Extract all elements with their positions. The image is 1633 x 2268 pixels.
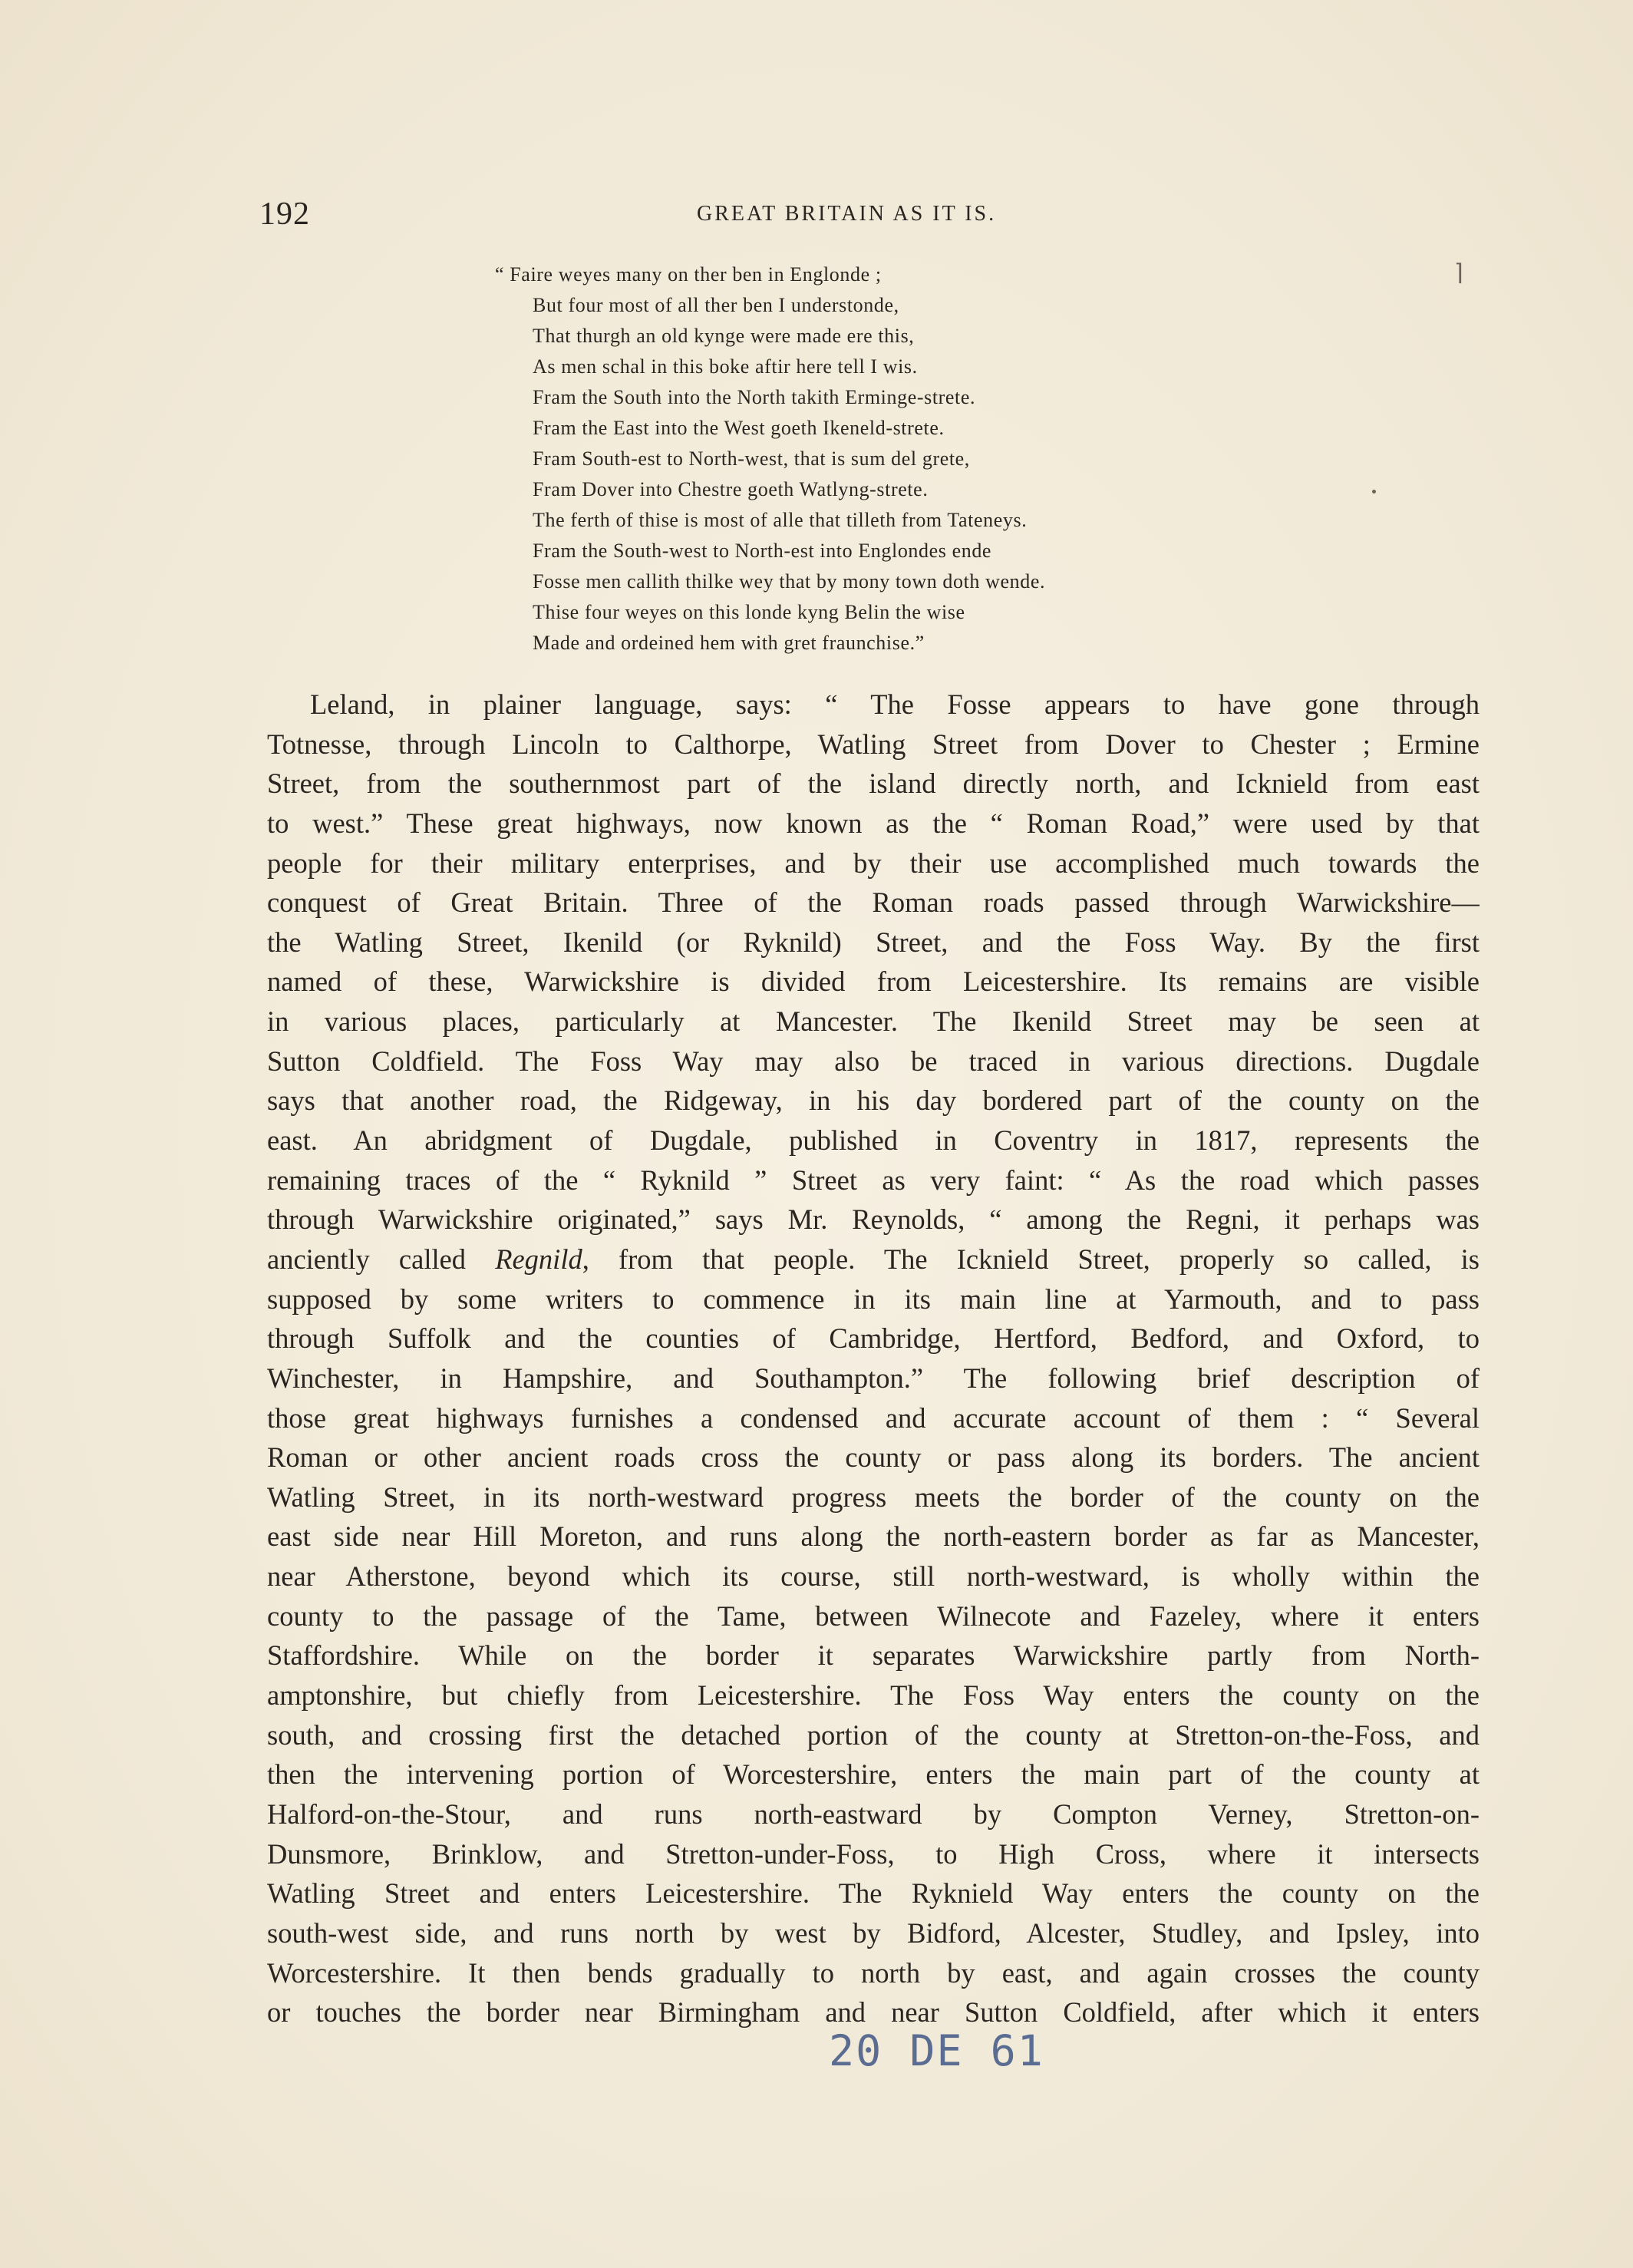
verse-line: Thise four weyes on this londe kyng Belin the wise xyxy=(533,601,965,623)
body-line: Halford-on-the-Stour, and runs north-eastward by Compton Verney, Stretton-on- xyxy=(267,1798,1480,1830)
body-line: says that another road, the Ridgeway, in his day bordered part of the county on the xyxy=(267,1084,1480,1117)
verse-line: As men schal in this boke aftir here tell I wis. xyxy=(533,355,918,378)
library-date-stamp: 20 DE 61 xyxy=(829,2026,1044,2075)
verse-line: Fram the East into the West goeth Ikeneld-strete. xyxy=(533,417,945,439)
body-line: conquest of Great Britain. Three of the Roman roads passed through Warwickshire— xyxy=(267,886,1480,919)
body-line: the Watling Street, Ikenild (or Ryknild) Street, and the Foss Way. By the first xyxy=(267,926,1480,958)
verse-line: Fram Dover into Chestre goeth Watlyng-strete. xyxy=(533,478,929,500)
body-line: to west.” These great highways, now known as the “ Roman Road,” were used by that xyxy=(267,807,1480,839)
body-line: those great highways furnishes a condensed and accurate account of them : “ Several xyxy=(267,1401,1480,1434)
body-line: east side near Hill Moreton, and runs along the north-eastern border as far as Mancester, xyxy=(267,1520,1480,1553)
body-line: Dunsmore, Brinklow, and Stretton-under-Foss, to High Cross, where it intersects xyxy=(267,1837,1480,1870)
body-line: Totnesse, through Lincoln to Calthorpe, Watling Street from Dover to Chester ; Ermine xyxy=(267,728,1480,760)
body-line: county to the passage of the Tame, between Wilnecote and Fazeley, where it enters xyxy=(267,1599,1480,1632)
body-line: Street, from the southernmost part of the island directly north, and Icknield from east xyxy=(267,768,1480,800)
verse-line: “ Faire weyes many on ther ben in Englonde ; xyxy=(495,263,882,286)
body-line: through Suffolk and the counties of Cambridge, Hertford, Bedford, and Oxford, to xyxy=(267,1322,1480,1355)
verse-line: Fram the South into the North takith Erminge-strete. xyxy=(533,386,976,408)
body-line: Leland, in plainer language, says: “ The Fosse appears to have gone through xyxy=(310,688,1480,720)
verse-line: The ferth of thise is most of alle that tilleth from Tateneys. xyxy=(533,509,1028,531)
body-line: near Atherstone, beyond which its course, still north-westward, is wholly within the xyxy=(267,1560,1480,1593)
body-line: through Warwickshire originated,” says Mr. Reynolds, “ among the Regni, it perhaps was xyxy=(267,1203,1480,1236)
verse-line: But four most of all ther ben I understonde, xyxy=(533,294,899,316)
verse-line: Fosse men callith thilke wey that by mony town doth wende. xyxy=(533,570,1046,593)
verse-line: Made and ordeined hem with gret fraunchise.” xyxy=(533,632,925,654)
page-number: 192 xyxy=(259,196,310,232)
body-line: remaining traces of the “ Ryknild ” Street as very faint: “ As the road which passes xyxy=(267,1164,1480,1196)
body-line: Worcestershire. It then bends gradually to north by east, and again crosses the county xyxy=(267,1956,1480,1989)
body-line: then the intervening portion of Worcestershire, enters the main part of the county at xyxy=(267,1758,1480,1791)
page-header xyxy=(259,196,1487,242)
verse-line: Fram South-est to North-west, that is sum del grete, xyxy=(533,447,970,470)
body-line: anciently called Regnild, from that people. The Icknield Street, properly so called, is xyxy=(267,1243,1480,1275)
body-line: south, and crossing first the detached portion of the county at Stretton-on-the-Foss, and xyxy=(267,1718,1480,1751)
body-line: south-west side, and runs north by west by Bidford, Alcester, Studley, and Ipsley, into xyxy=(267,1916,1480,1949)
margin-bracket-mark: ⌉ xyxy=(1454,259,1463,286)
running-head: GREAT BRITAIN AS IT IS. xyxy=(697,202,997,226)
body-line: Watling Street, in its north-westward progress meets the border of the county on the xyxy=(267,1481,1480,1513)
body-line: Staffordshire. While on the border it separates Warwickshire partly from North- xyxy=(267,1639,1480,1672)
body-line: supposed by some writers to commence in its main line at Yarmouth, and to pass xyxy=(267,1283,1480,1315)
body-line: east. An abridgment of Dugdale, published in Coventry in 1817, represents the xyxy=(267,1124,1480,1157)
italic-word: Regnild xyxy=(495,1243,582,1275)
verse-line: Fram the South-west to North-est into Englondes ende xyxy=(533,540,992,562)
body-line: Sutton Coldfield. The Foss Way may also be traced in various directions. Dugdale xyxy=(267,1045,1480,1077)
body-paragraph xyxy=(267,685,1480,2032)
body-line: in various places, particularly at Mancester. The Ikenild Street may be seen at xyxy=(267,1005,1480,1038)
body-line: Roman or other ancient roads cross the county or pass along its borders. The ancient xyxy=(267,1441,1480,1474)
body-line: Watling Street and enters Leicestershire. The Ryknield Way enters the county on the xyxy=(267,1877,1480,1910)
verse-line: That thurgh an old kynge were made ere this, xyxy=(533,325,915,347)
verse-quotation xyxy=(495,259,1493,659)
body-line: or touches the border near Birmingham and near Sutton Coldfield, after which it enters xyxy=(267,1996,1480,2029)
body-line: amptonshire, but chiefly from Leicestershire. The Foss Way enters the county on the xyxy=(267,1679,1480,1712)
body-line: named of these, Warwickshire is divided from Leicestershire. Its remains are visible xyxy=(267,966,1480,998)
body-line: people for their military enterprises, and by their use accomplished much towards the xyxy=(267,847,1480,879)
body-line: Winchester, in Hampshire, and Southampton.” The following brief description of xyxy=(267,1362,1480,1394)
